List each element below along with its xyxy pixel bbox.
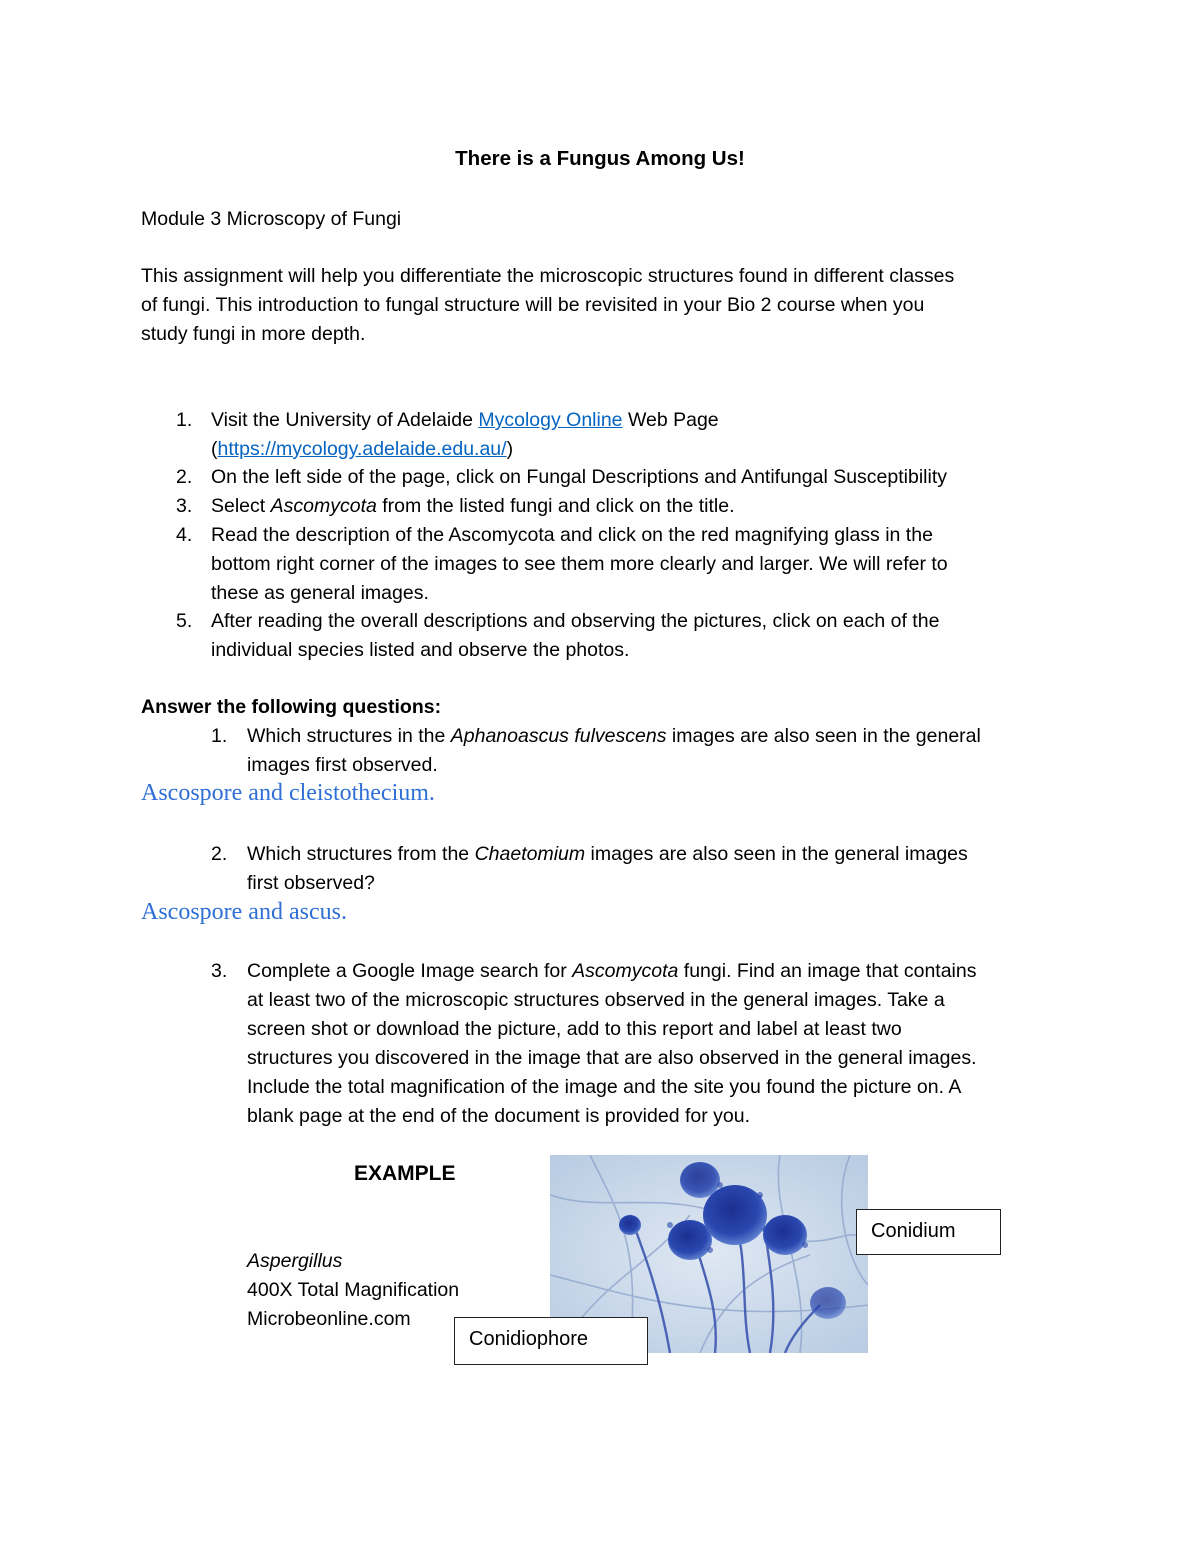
question-1 — [247, 722, 981, 751]
question-text: Which structures from the — [247, 843, 475, 865]
step-4-line: bottom right corner of the images to see them more clearly and larger. We will refer to — [211, 553, 948, 575]
step-5-line: After reading the overall descriptions and observing the pictures, click on each of the — [211, 610, 940, 632]
example-magnification: 400X Total Magnification — [247, 1279, 460, 1301]
example-heading: EXAMPLE — [354, 1162, 456, 1185]
step-number: 2. — [176, 466, 193, 488]
paren: ) — [506, 438, 514, 460]
example-genus: Aspergillus — [247, 1250, 343, 1272]
step-4-line: these as general images. — [211, 582, 429, 604]
conidiophore-label: Conidiophore — [454, 1317, 648, 1365]
step-number: 4. — [176, 524, 193, 546]
question-text: fungi. Find an image that contains — [678, 960, 977, 982]
taxon-name: Chaetomium — [474, 843, 586, 865]
question-number: 3. — [211, 960, 228, 982]
page-title: There is a Fungus Among Us! — [455, 147, 745, 170]
step-5-line: individual species listed and observe the photos. — [211, 639, 630, 661]
question-text: Complete a Google Image search for — [247, 960, 573, 982]
taxon-name: Aphanoascus fulvescens — [450, 725, 667, 747]
question-number: 2. — [211, 843, 228, 865]
step-number: 3. — [176, 495, 193, 517]
question-3 — [247, 957, 976, 986]
question-3-line: blank page at the end of the document is provided for you. — [247, 1105, 751, 1127]
step-4-line: Read the description of the Ascomycota and click on the red magnifying glass in the — [211, 524, 933, 546]
question-3-line: Include the total magnification of the image and the site you found the picture on. A — [247, 1076, 962, 1098]
question-text: images are also seen in the general — [666, 725, 981, 747]
question-3-line: at least two of the microscopic structures observed in the general images. Take a — [247, 989, 945, 1011]
question-number: 1. — [211, 725, 228, 747]
step-number: 5. — [176, 610, 193, 632]
step-text: from the listed fungi and click on the title. — [376, 495, 735, 517]
module-heading: Module 3 Microscopy of Fungi — [141, 208, 402, 230]
example-site: Microbeonline.com — [247, 1308, 411, 1330]
step-1 — [211, 406, 719, 435]
mycology-online-link[interactable]: Mycology Online — [478, 409, 623, 431]
question-1-line: images first observed. — [247, 754, 438, 776]
step-2: On the left side of the page, click on Fungal Descriptions and Antifungal Susceptibility — [211, 466, 948, 488]
question-2-line: first observed? — [247, 872, 375, 894]
question-3-line: structures you discovered in the image that are also observed in the general images. — [247, 1047, 977, 1069]
question-text: Which structures in the — [247, 725, 451, 747]
conidium-label: Conidium — [856, 1209, 1001, 1255]
step-3 — [211, 492, 735, 521]
step-1-url-line — [211, 435, 513, 464]
intro-line: of fungi. This introduction to fungal structure will be revisited in your Bio 2 course when you — [141, 294, 925, 316]
taxon-name: Ascomycota — [270, 495, 377, 517]
answer-1: Ascospore and cleistothecium. — [141, 780, 435, 806]
taxon-name: Ascomycota — [572, 960, 679, 982]
answer-2: Ascospore and ascus. — [141, 899, 347, 925]
question-3-line: screen shot or download the picture, add to this report and label at least two — [247, 1018, 902, 1040]
questions-heading: Answer the following questions: — [141, 696, 442, 718]
step-text: Visit the University of Adelaide — [211, 409, 479, 431]
step-number: 1. — [176, 409, 193, 431]
intro-line: This assignment will help you differentiate the microscopic structures found in different classes — [141, 265, 955, 287]
paren: ( — [211, 438, 218, 460]
question-text: images are also seen in the general images — [585, 843, 968, 865]
step-text: Web Page — [622, 409, 719, 431]
mycology-url-link[interactable]: https://mycology.adelaide.edu.au/ — [217, 438, 507, 460]
step-text: Select — [211, 495, 271, 517]
question-2 — [247, 840, 968, 869]
intro-line: study fungi in more depth. — [141, 323, 366, 345]
